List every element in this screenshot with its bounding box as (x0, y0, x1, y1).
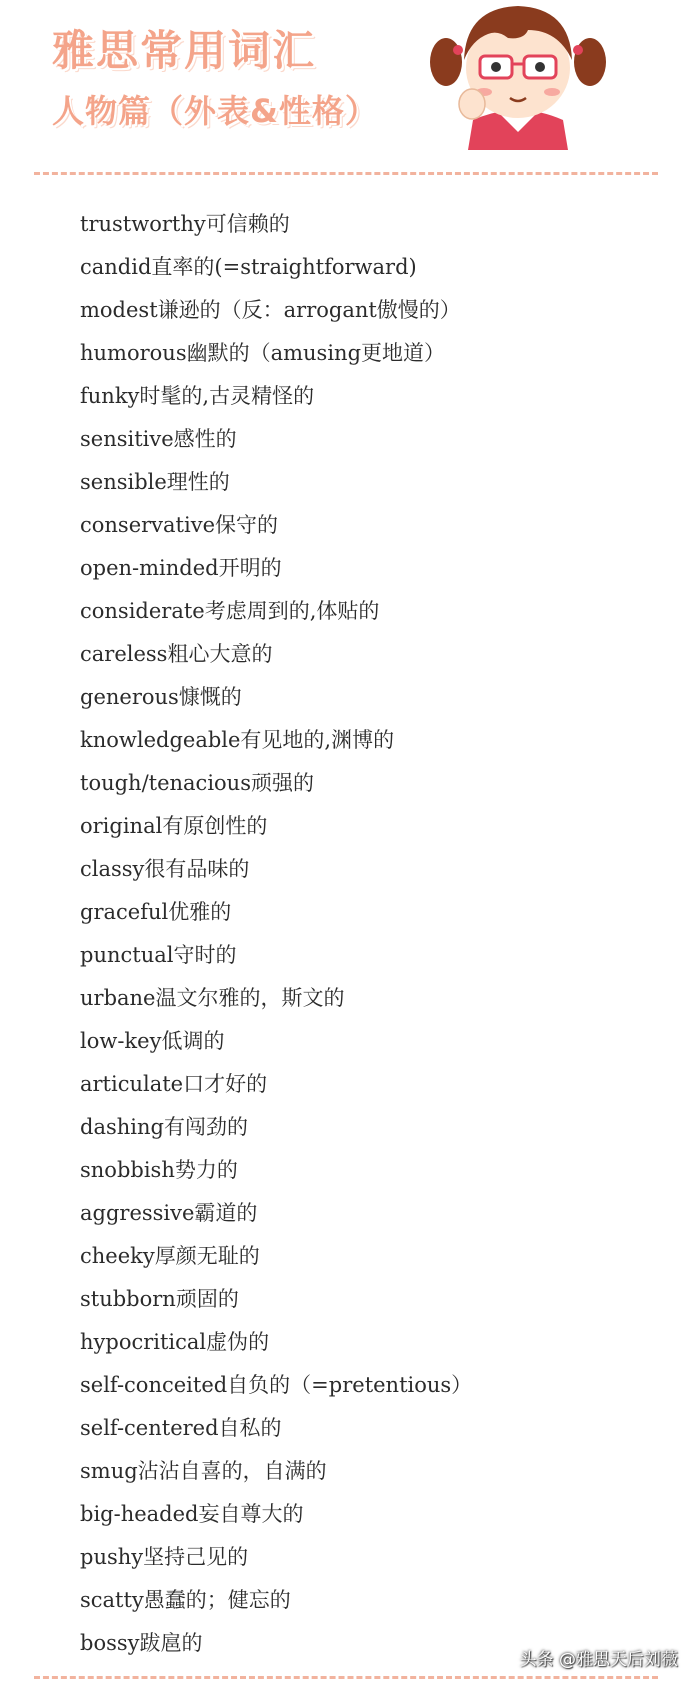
vocab-item: stubborn顽固的 (80, 1287, 239, 1311)
vocab-item: bossy跋扈的 (80, 1631, 203, 1655)
vocab-item: punctual守时的 (80, 943, 237, 967)
vocab-item: graceful优雅的 (80, 900, 232, 924)
vocab-item: careless粗心大意的 (80, 642, 273, 666)
divider-top (34, 172, 658, 175)
vocab-item: candid直率的(=straightforward) (80, 255, 417, 279)
vocab-item: aggressive霸道的 (80, 1201, 258, 1225)
vocab-item: cheeky厚颜无耻的 (80, 1244, 260, 1268)
vocab-item: articulate口才好的 (80, 1072, 268, 1096)
vocab-item: sensible理性的 (80, 470, 230, 494)
vocab-item: open-minded开明的 (80, 556, 282, 580)
vocab-item: trustworthy可信赖的 (80, 212, 290, 236)
vocab-item: original有原创性的 (80, 814, 268, 838)
vocab-item: urbane温文尔雅的，斯文的 (80, 986, 345, 1010)
vocab-item: self-conceited自负的（=pretentious） (80, 1373, 473, 1397)
divider-bottom (34, 1676, 658, 1679)
header (0, 0, 690, 170)
vocab-item: scatty愚蠢的；健忘的 (80, 1588, 291, 1612)
vocab-list (80, 206, 472, 1668)
vocab-item: pushy坚持己见的 (80, 1545, 249, 1569)
vocab-item: generous慷慨的 (80, 685, 242, 709)
vocab-item: big-headed妄自尊大的 (80, 1502, 304, 1526)
vocab-item: conservative保守的 (80, 513, 279, 537)
vocab-item: knowledgeable有见地的,渊博的 (80, 728, 395, 752)
vocab-item: considerate考虑周到的,体贴的 (80, 599, 380, 623)
vocab-item: self-centered自私的 (80, 1416, 282, 1440)
vocab-item: classy很有品味的 (80, 857, 250, 881)
page-title: 雅思常用词汇 (52, 26, 317, 75)
vocab-item: humorous幽默的（amusing更地道） (80, 341, 446, 365)
vocab-item: dashing有闯劲的 (80, 1115, 248, 1139)
vocab-item: snobbish势力的 (80, 1158, 238, 1182)
vocab-item: tough/tenacious顽强的 (80, 771, 314, 795)
vocab-item: sensitive感性的 (80, 427, 237, 451)
vocab-item: modest谦逊的（反：arrogant傲慢的） (80, 298, 461, 322)
page-subtitle: 人物篇（外表&性格） (52, 92, 378, 130)
vocab-item: low-key低调的 (80, 1029, 225, 1053)
vocab-item: smug沾沾自喜的，自满的 (80, 1459, 327, 1483)
vocab-item: funky时髦的,古灵精怪的 (80, 384, 315, 408)
cartoon-girl-with-glasses-icon (428, 0, 608, 150)
watermark: 头条 @雅思天后刘薇 (519, 1650, 678, 1670)
vocab-item: hypocritical虚伪的 (80, 1330, 270, 1354)
